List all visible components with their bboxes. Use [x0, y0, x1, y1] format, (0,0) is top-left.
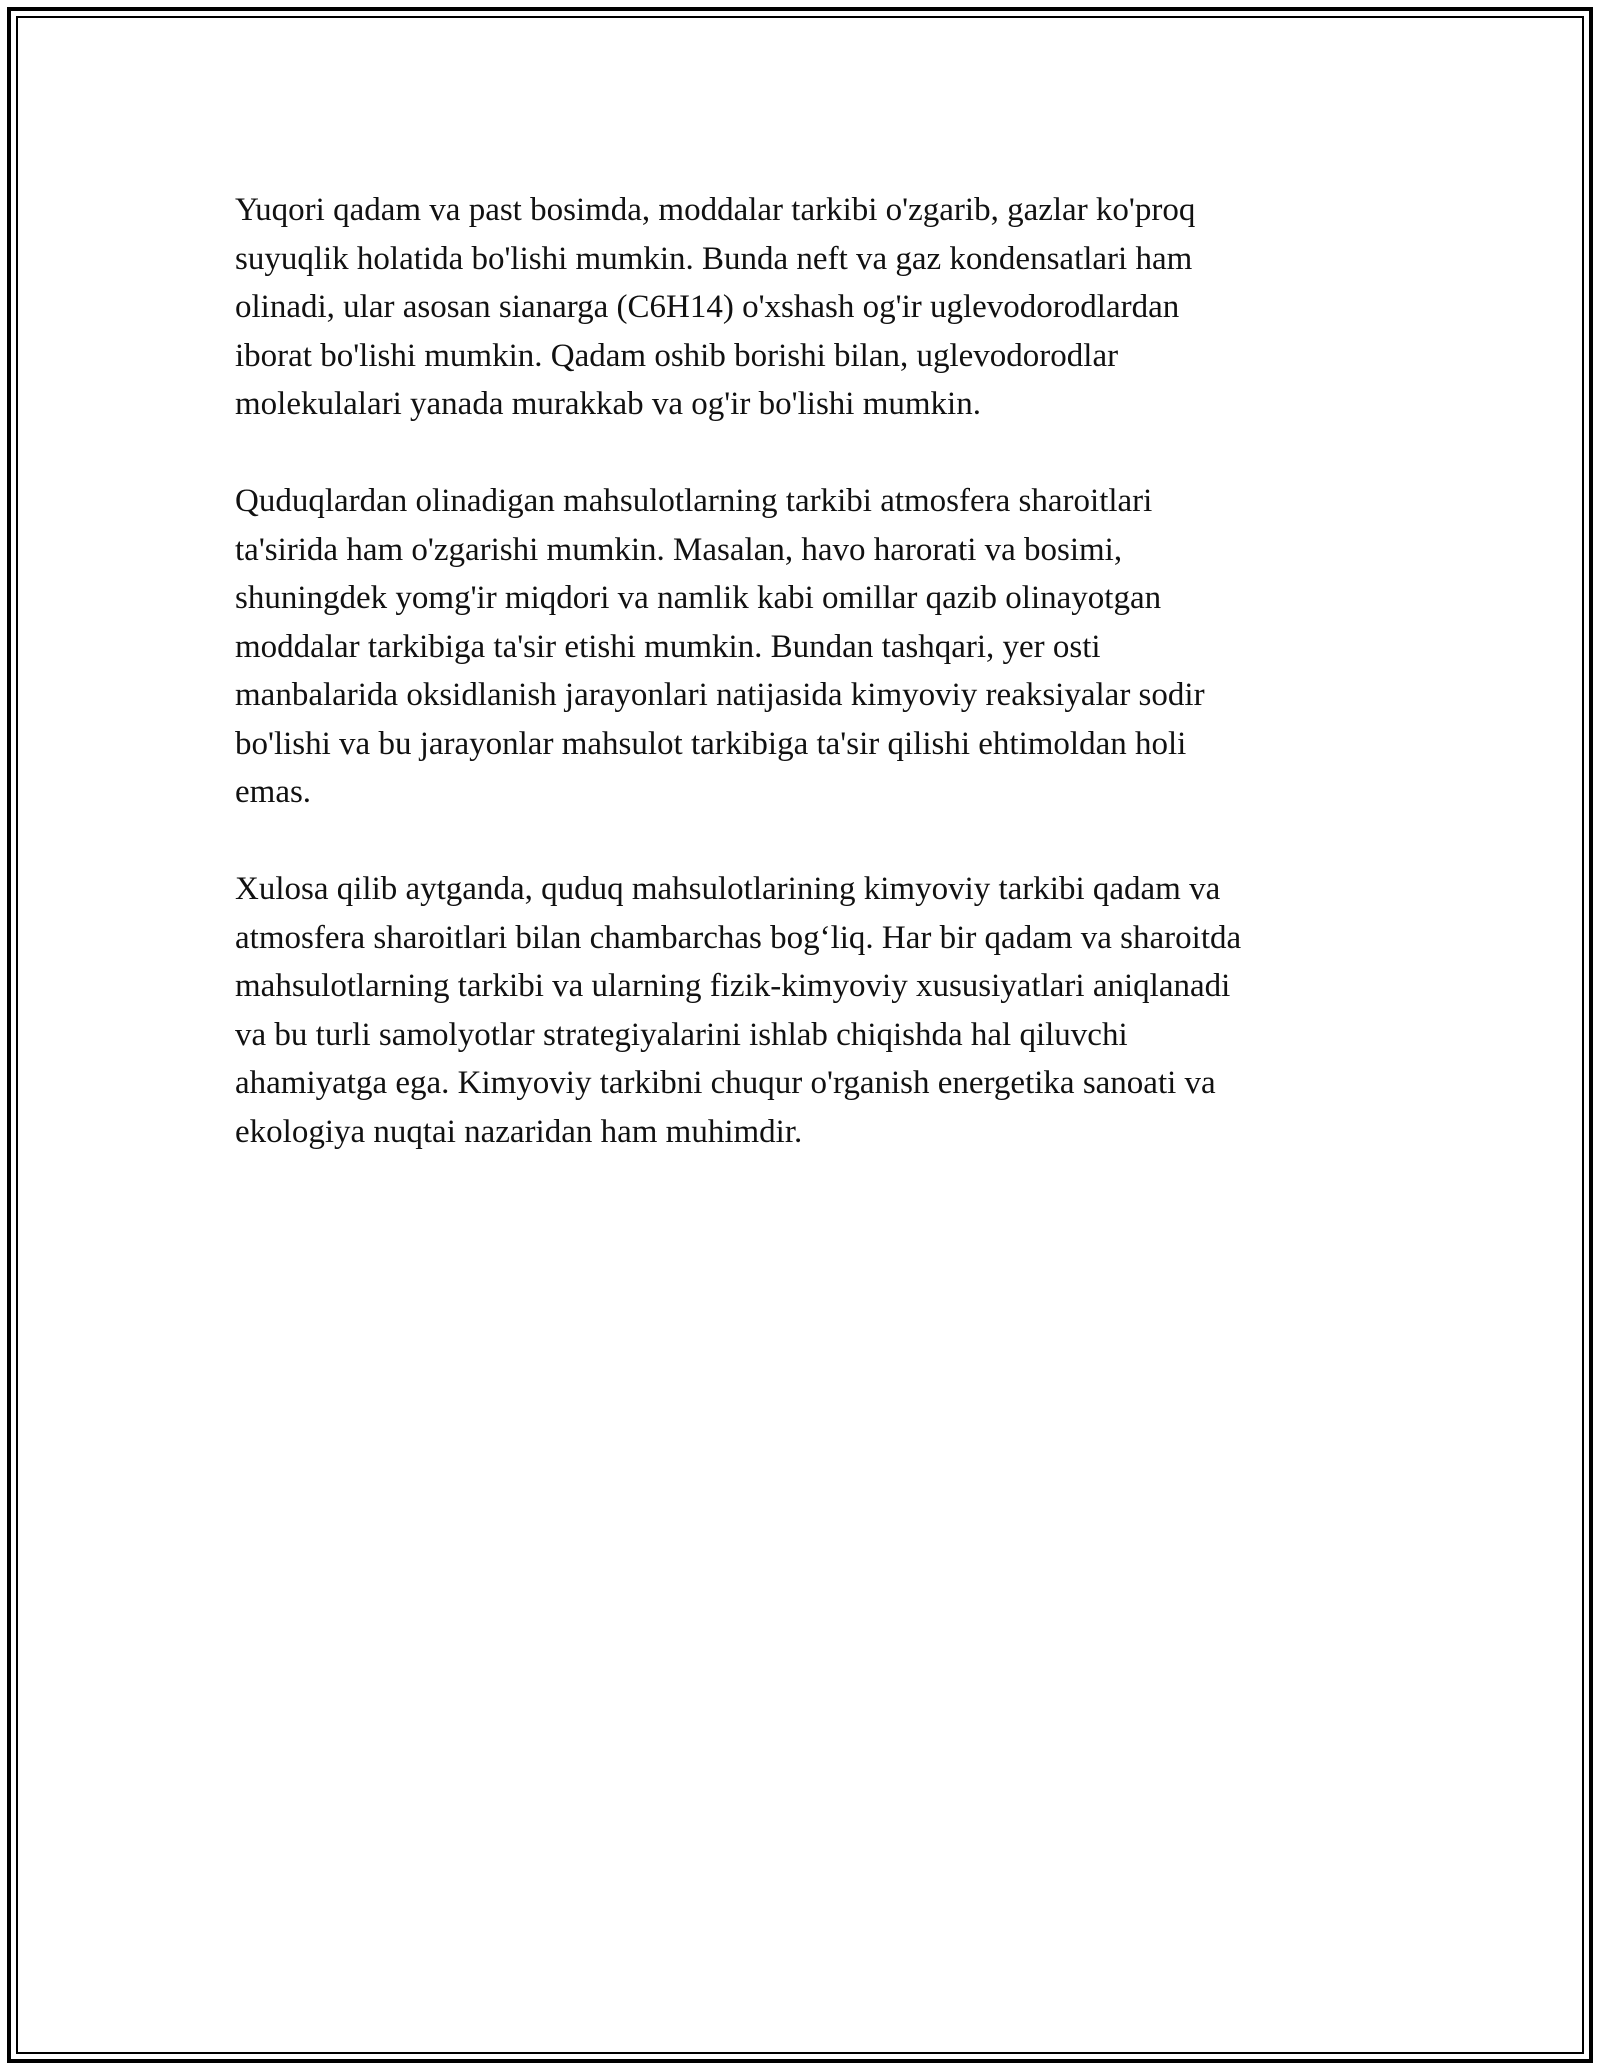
text-line: ta'sirida ham o'zgarishi mumkin. Masalan, havo harorati va bosimi, — [235, 531, 1123, 568]
text-line: Xulosa qilib aytganda, quduq mahsulotlarining kimyoviy tarkibi qadam va — [235, 871, 1221, 907]
text-line: Quduqlardan olinadigan mahsulotlarning tarkibi atmosfera sharoitlari — [235, 483, 1153, 519]
text-line: ahamiyatga ega. Kimyoviy tarkibni chuqur o'rganish energetika sanoati va — [235, 1065, 1216, 1101]
paragraph-1 — [235, 186, 1395, 429]
text-line: moddalar tarkibiga ta'sir etishi mumkin. Bundan tashqari, yer osti — [235, 628, 1101, 665]
text-line: bo'lishi va bu jarayonlar mahsulot tarkibiga ta'sir qilishi ehtimoldan holi — [235, 725, 1187, 762]
text-line: va bu turli samolyotlar strategiyalarini ishlab chiqishda hal qiluvchi — [235, 1016, 1128, 1053]
text-line: mahsulotlarning tarkibi va ularning fizik-kimyoviy xususiyatlari aniqlanadi — [235, 968, 1231, 1004]
text-line: olinadi, ular asosan sianarga (C6H14) o'xshash og'ir uglevodorodlardan — [235, 289, 1180, 325]
text-line: iborat bo'lishi mumkin. Qadam oshib borishi bilan, uglevodorodlar — [235, 337, 1119, 374]
text-line: ekologiya nuqtai nazaridan ham muhimdir. — [235, 1113, 803, 1150]
text-line: manbalarida oksidlanish jarayonlari natijasida kimyoviy reaksiyalar sodir — [235, 677, 1205, 713]
paragraph-2 — [235, 477, 1395, 817]
text-line: atmosfera sharoitlari bilan chambarchas bog‘liq. Har bir qadam va sharoitda — [235, 919, 1242, 956]
paragraph-3 — [235, 865, 1395, 1156]
text-line: molekulalari yanada murakkab va og'ir bo'lishi mumkin. — [235, 386, 981, 422]
text-line: Yuqori qadam va past bosimda, moddalar tarkibi o'zgarib, gazlar ko'proq — [235, 192, 1196, 228]
text-line: shuningdek yomg'ir miqdori va namlik kabi omillar qazib olinayotgan — [235, 580, 1162, 616]
text-line: emas. — [235, 774, 312, 810]
document-body — [235, 186, 1395, 1205]
text-line: suyuqlik holatida bo'lishi mumkin. Bunda neft va gaz kondensatlari ham — [235, 240, 1193, 277]
